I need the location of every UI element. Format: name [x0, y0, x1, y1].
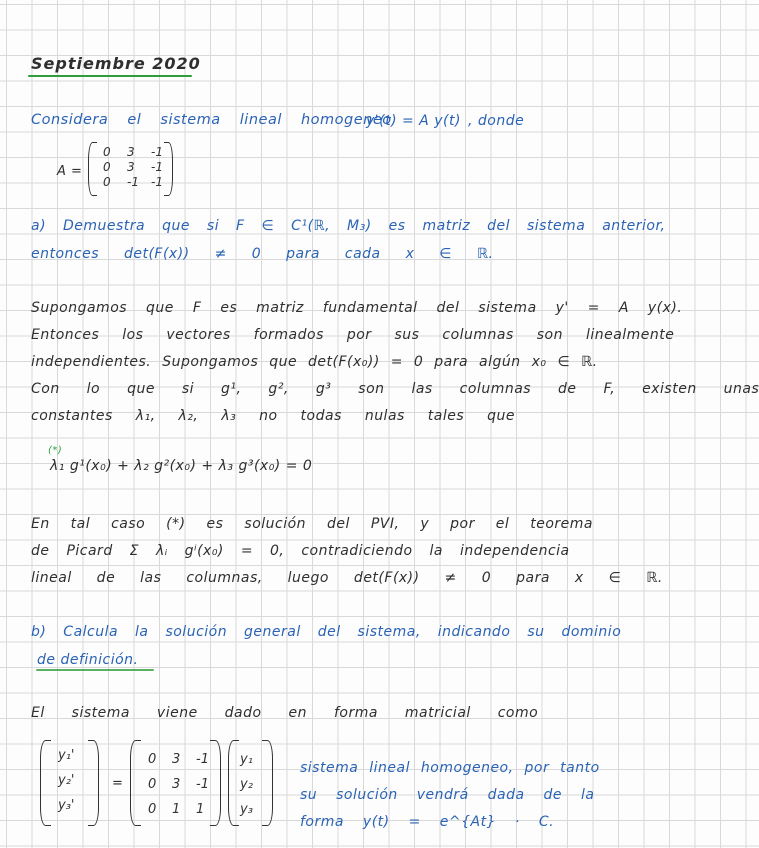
- matrix-cell: 0: [148, 777, 157, 792]
- lhs-entry: y₃': [58, 798, 75, 813]
- comment-line: su solución vendrá dada de la: [300, 787, 595, 803]
- matrix-a-right-paren: [164, 142, 173, 196]
- matrix-left-paren: [130, 740, 141, 826]
- matrix-a-cell: 3: [127, 145, 135, 159]
- lhs-entry: y₂': [58, 773, 75, 788]
- matrix-cell: 0: [148, 802, 157, 817]
- proof-line: Entonces los vectores formados por sus columnas son linealmente: [31, 327, 675, 343]
- intro-text: Considera el sistema lineal homogeneo: [31, 112, 392, 128]
- lhs-entry: y₁': [58, 748, 75, 763]
- rhs-left-paren: [228, 740, 239, 826]
- rhs-entry: y₁: [240, 752, 253, 767]
- part-a-line1: a) Demuestra que si F ∈ C¹(ℝ, M₃) es matriz del sistema anterior,: [31, 218, 666, 234]
- matrix-cell: 3: [172, 752, 181, 767]
- proof-line: constantes λ₁, λ₂, λ₃ no todas nulas tales que: [31, 408, 515, 424]
- proof-line: Supongamos que F es matriz fundamental del sistema y' = A y(x).: [31, 300, 683, 316]
- system-equation: y'(t) = A y(t): [366, 113, 461, 129]
- conclusion-line: lineal de las columnas, luego det(F(x)) ≠ 0 para x ∈ ℝ.: [31, 570, 663, 586]
- matrix-right-paren: [210, 740, 221, 826]
- matrix-a-cell: 3: [127, 160, 135, 174]
- matrix-a-cell: -1: [151, 175, 163, 189]
- lhs-right-paren: [88, 740, 99, 826]
- matrix-a-cell: 0: [103, 145, 111, 159]
- proof-line: Con lo que si g¹, g², g³ son las columnas de F, existen unas: [31, 381, 759, 397]
- system-intro: El sistema viene dado en forma matricial como: [31, 705, 539, 721]
- matrix-cell: 0: [148, 752, 157, 767]
- part-b-underline: [36, 669, 154, 671]
- matrix-cell: 1: [172, 802, 181, 817]
- page-title: Septiembre 2020: [31, 54, 201, 73]
- matrix-a-cell: 0: [103, 175, 111, 189]
- proof-line: independientes. Supongamos que det(F(x₀)) = 0 para algún x₀ ∈ ℝ.: [31, 354, 598, 370]
- equals-sign: =: [112, 776, 124, 791]
- rhs-right-paren: [262, 740, 273, 826]
- matrix-cell: -1: [196, 752, 209, 767]
- equation-tag: (*): [48, 445, 63, 456]
- part-a-line2: entonces det(F(x)) ≠ 0 para cada x ∈ ℝ.: [31, 246, 494, 262]
- rhs-entry: y₂: [240, 777, 253, 792]
- matrix-cell: 1: [196, 802, 205, 817]
- matrix-a-cell: -1: [127, 175, 139, 189]
- linear-combination-equation: λ₁ g¹(x₀) + λ₂ g²(x₀) + λ₃ g³(x₀) = 0: [50, 458, 313, 474]
- matrix-a-cell: -1: [151, 160, 163, 174]
- matrix-a-cell: -1: [151, 145, 163, 159]
- matrix-cell: 3: [172, 777, 181, 792]
- part-b-line2: de definición.: [37, 652, 139, 668]
- rhs-entry: y₃: [240, 802, 253, 817]
- conclusion-line: de Picard Σ λᵢ gⁱ(x₀) = 0, contradiciendo la independencia: [31, 543, 570, 559]
- matrix-a-left-paren: [88, 142, 97, 196]
- donde-text: , donde: [468, 113, 525, 129]
- comment-line: sistema lineal homogeneo, por tanto: [300, 760, 600, 776]
- matrix-a-label: A =: [57, 164, 83, 179]
- lhs-left-paren: [40, 740, 51, 826]
- comment-line: forma y(t) = e^{At} · C.: [300, 814, 555, 830]
- matrix-cell: -1: [196, 777, 209, 792]
- part-b-line1: b) Calcula la solución general del sistema, indicando su dominio: [31, 624, 622, 640]
- matrix-a-cell: 0: [103, 160, 111, 174]
- conclusion-line: En tal caso (*) es solución del PVI, y por el teorema: [31, 516, 593, 532]
- title-underline: [28, 75, 192, 77]
